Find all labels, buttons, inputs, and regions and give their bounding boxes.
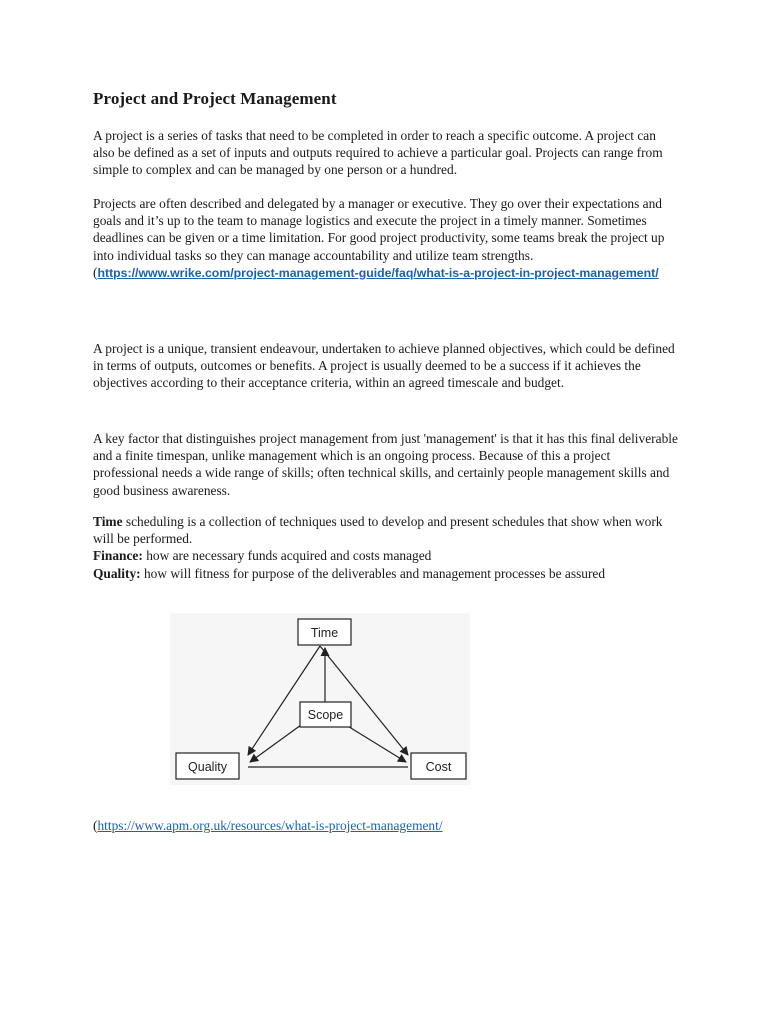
finance-label: Finance: bbox=[93, 548, 143, 564]
finance-definition bbox=[93, 547, 678, 564]
paragraph-key-factor: A key factor that distinguishes project management from just 'management' is that it has this final deliverable and a finite timespan, unlike management which is an ongoing process. Because of this a project professional needs a wide range of skills; often technical skills, and certainly people management skills and good business awareness. bbox=[93, 431, 678, 498]
paragraph-unique-endeavour: A project is a unique, transient endeavour, undertaken to achieve planned objectives, which could be defined in terms of outputs, outcomes or benefits. A project is usually deemed to be a success if it achieves the objectives according to their acceptance criteria, within an agreed timescale and budget. bbox=[93, 341, 675, 391]
quality-label: Quality: bbox=[93, 565, 141, 581]
apm-link[interactable]: https://www.apm.org.uk/resources/what-is-project-management/ bbox=[97, 818, 443, 833]
arrow-scope-cost bbox=[346, 725, 406, 762]
time-box-label: Time bbox=[310, 626, 339, 640]
cost-box-label: Cost bbox=[425, 760, 452, 774]
edge-time-cost bbox=[320, 646, 408, 755]
quality-definition bbox=[93, 565, 678, 582]
time-label: Time bbox=[93, 514, 123, 529]
finance-text: how are necessary funds acquired and costs managed bbox=[142, 548, 432, 564]
triangle-svg bbox=[170, 613, 470, 785]
time-definition bbox=[93, 513, 678, 547]
scope-box-label: Scope bbox=[307, 708, 344, 722]
paragraph-constraints bbox=[93, 513, 678, 582]
edge-time-quality bbox=[248, 646, 320, 755]
page-title: Project and Project Management bbox=[93, 89, 337, 108]
open-paren: ( bbox=[93, 818, 98, 833]
project-triangle-diagram bbox=[170, 613, 470, 785]
quality-box-label: Quality bbox=[188, 760, 227, 774]
apm-reference bbox=[93, 818, 443, 834]
paragraph-text: Projects are often described and delegated by a manager or executive. They go over their expectations and goals and it’s up to the team to manage logistics and execute the project in a timely manner. Sometimes deadlines can be given or a time limitation. For good project productivity, some teams break the project up into individual tasks so they can manage accountability and utilize team strengths. ( bbox=[93, 196, 665, 280]
paragraph-project-delegation bbox=[93, 195, 678, 282]
arrow-scope-quality bbox=[250, 725, 301, 762]
quality-text: how will fitness for purpose of the deliverables and management processes be assured bbox=[140, 565, 606, 581]
wrike-link[interactable]: https://www.wrike.com/project-management-guide/faq/what-is-a-project-in-project-management/ bbox=[97, 265, 659, 280]
paragraph-project-definition: A project is a series of tasks that need to be completed in order to reach a specific outcome. A project can also be defined as a set of inputs and outputs required to achieve a particular goal. Projects can range from simple to complex and can be managed by one person or a hundred. bbox=[93, 128, 663, 178]
time-text: scheduling is a collection of techniques used to develop and present schedules that show when work will be performed. bbox=[93, 514, 663, 547]
